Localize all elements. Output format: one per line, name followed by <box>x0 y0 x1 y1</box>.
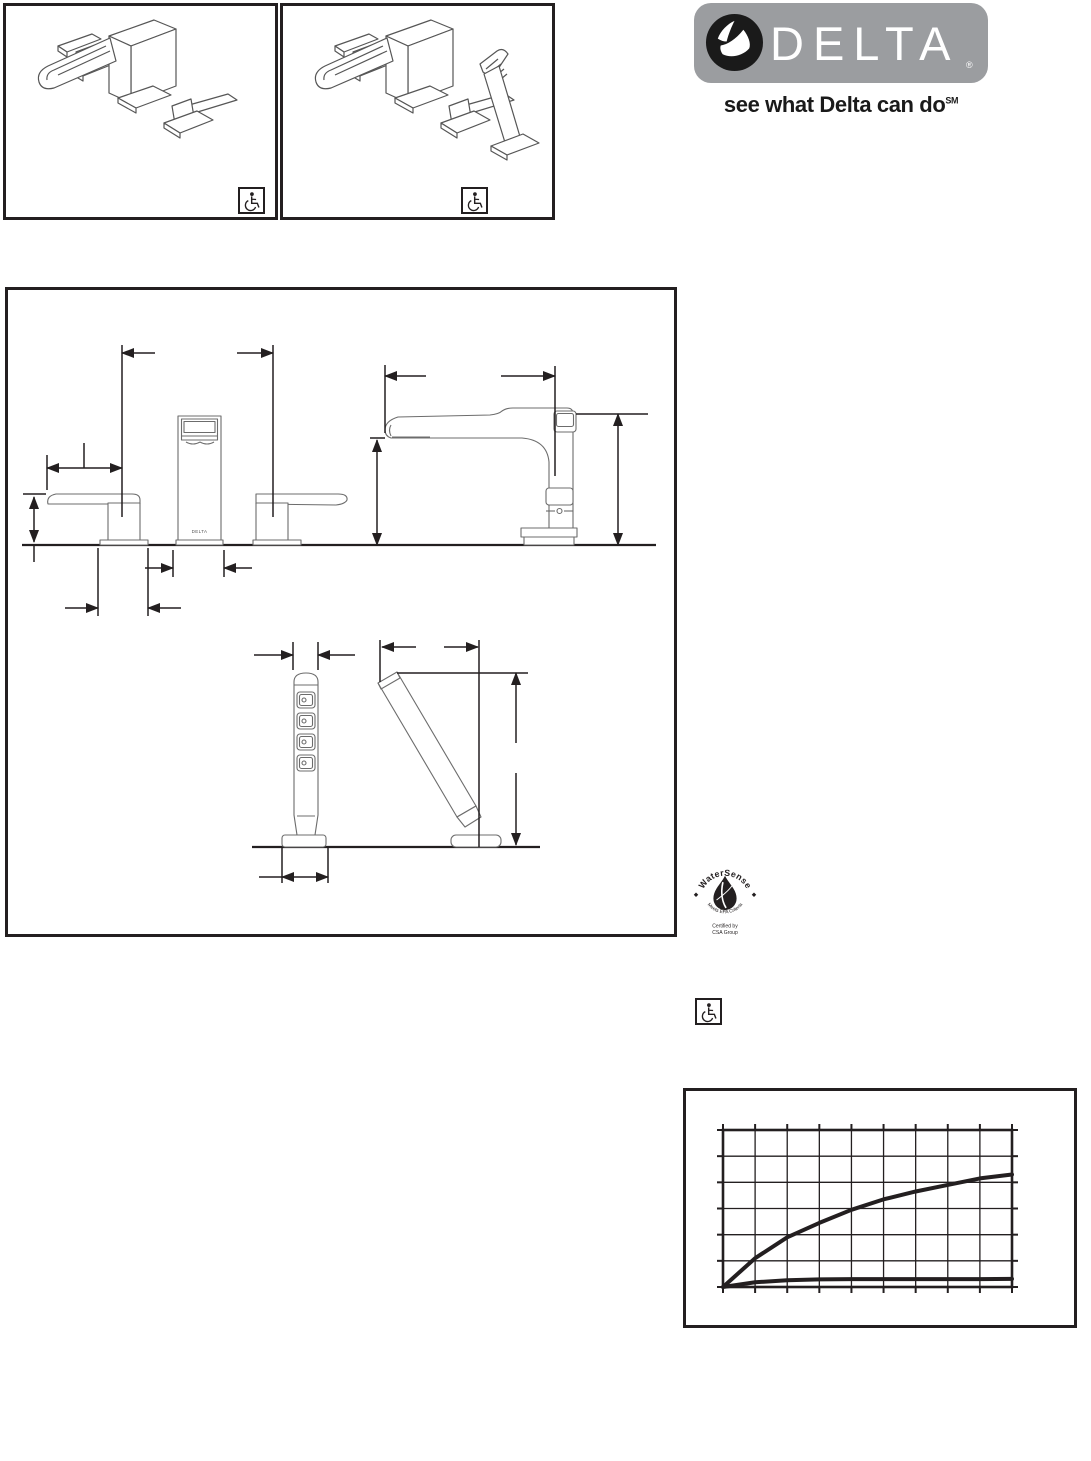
front-view-dimensions <box>23 345 273 616</box>
watersense-arc-bottom: Meets EPA Criteria <box>705 902 745 916</box>
spout-brand-label: DELTA <box>191 529 208 534</box>
side-view-dimensions <box>370 365 648 545</box>
handshower-side-view <box>378 672 501 847</box>
brand-tagline <box>694 92 988 118</box>
roman-tub-faucet-line-drawing <box>6 6 275 217</box>
registered-trademark: ® <box>966 60 973 70</box>
watersense-caption-line2: CSA Group <box>712 929 738 936</box>
product-image-box-tub-faucet-handshower <box>280 3 555 220</box>
dimension-drawing-box <box>5 287 677 937</box>
delta-triangle-logo-icon <box>705 13 764 72</box>
roman-tub-faucet-with-handshower-line-drawing <box>283 6 552 217</box>
wheelchair-accessible-icon <box>238 187 265 214</box>
flow-rate-chart <box>686 1091 1074 1325</box>
handshower-side-dimensions <box>380 640 528 847</box>
wheelchair-accessible-icon <box>461 187 488 214</box>
dimension-drawing <box>8 290 674 934</box>
product-image-box-tub-faucet <box>3 3 278 220</box>
brand-wordmark: DELTA <box>770 16 960 70</box>
side-view-spout <box>385 408 577 545</box>
flow-rate-chart-box <box>683 1088 1077 1328</box>
handshower-front-view <box>282 673 326 847</box>
tagline-text: see what Delta can do <box>723 92 946 117</box>
watersense-certification-icon <box>690 860 760 938</box>
chart-series-upper-flow-curve <box>723 1174 1012 1287</box>
service-mark: SM <box>945 95 959 106</box>
watersense-caption-line1: Certified by <box>712 923 738 930</box>
front-view-faucet <box>48 416 347 545</box>
watersense-arc-top: WaterSense <box>696 867 754 891</box>
wheelchair-accessible-icon <box>695 998 722 1025</box>
